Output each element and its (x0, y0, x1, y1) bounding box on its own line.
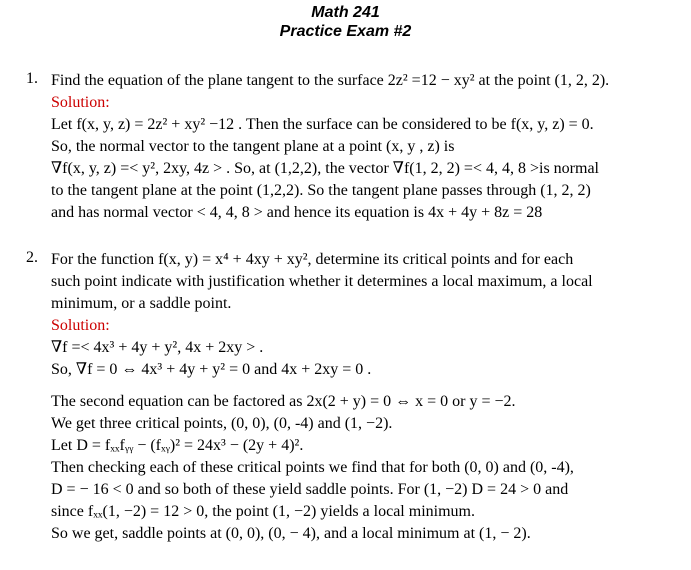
problem-body (51, 249, 686, 545)
solution-line: ∇f =< 4x³ + 4y + y², 4x + 2xy > . (51, 339, 264, 356)
solution-label: Solution: (51, 317, 110, 334)
solution-line: Let D = fₓₓfᵧᵧ − (fₓᵧ)² = 24x³ − (2y + 4)². (51, 437, 304, 454)
solution-line: The second equation can be factored as 2x(2 + y) = 0 ⇔ x = 0 or y = −2. (51, 393, 516, 410)
solution-line: and has normal vector < 4, 4, 8 > and hence its equation is 4x + 4y + 8z = 28 (51, 204, 543, 221)
problem-2 (26, 249, 686, 545)
problem-number: 2. (26, 249, 38, 266)
solution-line: We get three critical points, (0, 0), (0, -4) and (1, −2). (51, 415, 393, 432)
solution-line: Then checking each of these critical points we find that for both (0, 0) and (0, -4), (51, 459, 574, 476)
problem-number: 1. (26, 70, 38, 87)
solution-line: So, ∇f = 0 ⇔ 4x³ + 4y + y² = 0 and 4x + 2xy = 0 . (51, 361, 372, 378)
exam-title: Practice Exam #2 (279, 23, 412, 40)
problem-statement: Find the equation of the plane tangent to the surface 2z² =12 − xy² at the point (1, 2, 2). (51, 72, 610, 89)
course-title: Math 241 (311, 4, 380, 21)
problem-statement: minimum, or a saddle point. (51, 295, 232, 312)
solution-line: So, the normal vector to the tangent plane at a point (x, y , z) is (51, 138, 455, 155)
spacer (51, 381, 686, 391)
document-header (0, 3, 691, 41)
problem-statement: such point indicate with justification whether it determines a local maximum, a local (51, 273, 593, 290)
solution-line: ∇f(x, y, z) =< y², 2xy, 4z > . So, at (1,2,2), the vector ∇f(1, 2, 2) =< 4, 4, 8 >is normal (51, 160, 599, 177)
problem-1 (26, 70, 686, 224)
solution-line: So we get, saddle points at (0, 0), (0, − 4), and a local minimum at (1, − 2). (51, 525, 531, 542)
solution-line: since fₓₓ(1, −2) = 12 > 0, the point (1, −2) yields a local minimum. (51, 503, 475, 520)
solution-line: D = − 16 < 0 and so both of these yield saddle points. For (1, −2) D = 24 > 0 and (51, 481, 569, 498)
solution-line: to the tangent plane at the point (1,2,2). So the tangent plane passes through (1, 2, 2) (51, 182, 591, 199)
solution-label: Solution: (51, 94, 110, 111)
problem-statement: For the function f(x, y) = x⁴ + 4xy + xy², determine its critical points and for each (51, 251, 574, 268)
solution-line: Let f(x, y, z) = 2z² + xy² −12 . Then the surface can be considered to be f(x, y, z) = 0. (51, 116, 594, 133)
problem-body (51, 70, 686, 224)
